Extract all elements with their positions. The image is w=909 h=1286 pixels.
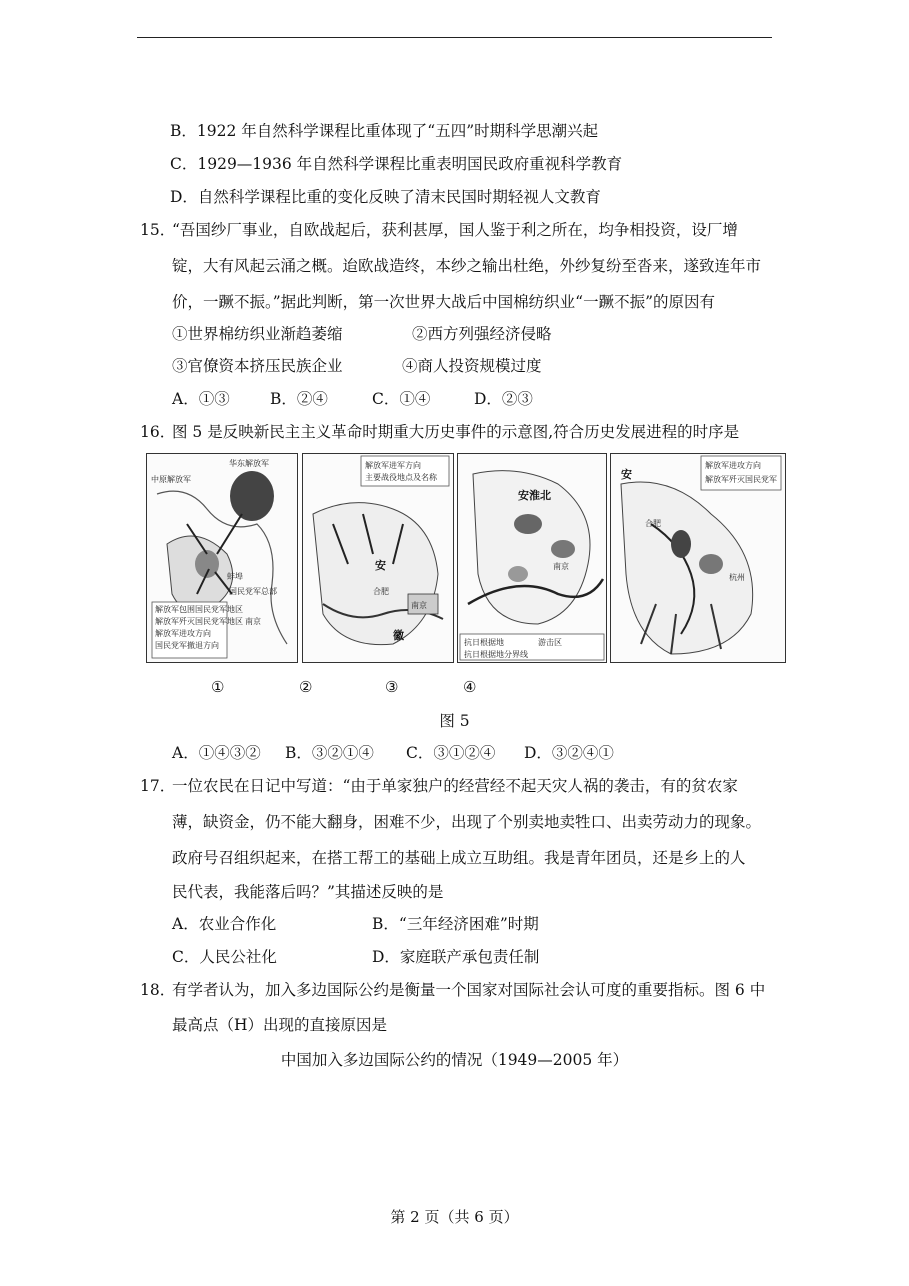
map-4-legend-item: 解放军进攻方向 [705,461,761,470]
q17-stem-line: 政府号召组织起来，在搭工帮工的基础上成立互助组。我是青年团员，还是乡上的人 [172,849,746,867]
q18-stem-line: 有学者认为，加入多边国际公约是衡量一个国家对国际社会认可度的重要指标。图 6 中 [172,981,766,999]
map-1-city-b: 南京 [245,617,261,626]
map-1-bottom-label: 国民党军总部 [229,587,277,596]
q15-stem-line: 价，一蹶不振。”据此判断，第一次世界大战后中国棉纺织业“一蹶不振”的原因有 [172,293,716,311]
q17-option-c: C．人民公社化 [172,948,277,966]
q14-option-c: C．1929—1936 年自然科学课程比重表明国民政府重视科学教育 [170,155,623,173]
figure-5-maps [146,453,786,663]
q17-stem-line: 民代表，我能落后吗？”其描述反映的是 [172,883,444,901]
page-footer: 第 2 页（共 6 页） [390,1208,519,1226]
q17-option-a: A．农业合作化 [172,915,277,933]
q15-item: ①世界棉纺织业渐趋萎缩 [172,325,343,343]
q17-option-b: B．“三年经济困难”时期 [372,915,539,933]
q18-number: 18． [140,981,176,999]
map-3-region: 安淮北 [518,489,551,502]
map-label-1: ① [211,678,225,696]
q17-number: 17． [140,777,176,795]
q15-stem-line: 锭，大有风起云涌之概。迨欧战造终，本纱之输出杜绝，外纱复纷至沓来，遂致连年市 [172,257,762,275]
q14-option-b: B．1922 年自然科学课程比重体现了“五四”时期科学思潮兴起 [170,122,599,140]
map-4-city-b: 杭州 [729,573,745,582]
map-2-legend-item: 解放军进军方向 [365,461,421,470]
map-4-region: 安 [621,468,632,481]
map-1-legend-item: 解放军包围国民党军地区 [155,605,243,614]
map-label-3: ③ [385,678,399,696]
map-2-region2: 徽 [393,629,404,642]
q18-stem-line: 最高点（H）出现的直接原因是 [172,1016,388,1034]
q16-option-a: A．①④③② [172,744,261,762]
q15-option-d: D．②③ [474,390,533,408]
q15-option-c: C．①④ [372,390,431,408]
q16-option-d: D．③②④① [524,744,614,762]
map-1 [146,453,298,663]
q17-stem-line: 薄，缺资金，仍不能大翻身，困难不少，出现了个别卖地卖牲口、出卖劳动力的现象。 [172,813,762,831]
map-1-top-label: 华东解放军 [229,459,269,468]
map-1-legend-item: 解放军进攻方向 [155,629,211,638]
map-1-drawing [147,454,297,662]
map-2-city-a: 合肥 [373,587,389,596]
map-3 [457,453,607,663]
map-label-4: ④ [463,678,477,696]
map-2-legend-item: 主要战役地点及名称 [365,473,437,482]
q16-stem: 图 5 是反映新民主主义革命时期重大历史事件的示意图,符合历史发展进程的时序是 [172,423,740,441]
q17-stem-line: 一位农民在日记中写道：“由于单家独户的经营经不起天灾人祸的袭击，有的贫农家 [172,777,738,795]
map-3-drawing [458,454,606,662]
q15-item: ④商人投资规模过度 [402,357,542,375]
q16-option-b: B．③②①④ [285,744,374,762]
map-3-legend-item: 游击区 [538,638,562,647]
map-1-legend-item: 解放军歼灭国民党军地区 [155,617,243,626]
map-label-2: ② [299,678,313,696]
map-1-legend-item: 国民党军撤退方向 [155,641,219,650]
map-3-legend-item: 抗日根据地 [464,638,504,647]
map-2-drawing [303,454,453,662]
q15-option-a: A．①③ [172,390,230,408]
q16-number: 16． [140,423,176,441]
map-4-drawing [611,454,785,662]
map-1-city-a: 蚌埠 [227,572,243,581]
header-rule [137,37,772,38]
q15-stem-line: “吾国纱厂事业，自欧战起后，获利甚厚，国人鉴于利之所在，均争相投资，设厂增 [172,221,738,239]
map-2-city-b: 南京 [411,601,427,610]
q14-option-d: D．自然科学课程比重的变化反映了清末民国时期轻视人文教育 [170,188,601,206]
map-2 [302,453,454,663]
q15-item: ②西方列强经济侵略 [412,325,552,343]
map-4-city-a: 合肥 [645,519,661,528]
map-1-left-label: 中原解放军 [151,475,191,484]
q15-number: 15． [140,221,176,239]
q16-option-c: C．③①②④ [406,744,496,762]
q17-option-d: D．家庭联产承包责任制 [372,948,540,966]
q15-item: ③官僚资本挤压民族企业 [172,357,343,375]
figure-6-title: 中国加入多边国际公约的情况（1949—2005 年） [280,1051,629,1069]
map-4 [610,453,786,663]
map-4-legend-item: 解放军歼灭国民党军 [705,475,777,484]
q15-option-b: B．②④ [270,390,328,408]
map-3-city-a: 南京 [553,562,569,571]
map-2-region: 安 [375,559,386,572]
figure-5-caption: 图 5 [439,712,470,730]
map-3-legend-item: 抗日根据地分界线 [464,650,528,659]
